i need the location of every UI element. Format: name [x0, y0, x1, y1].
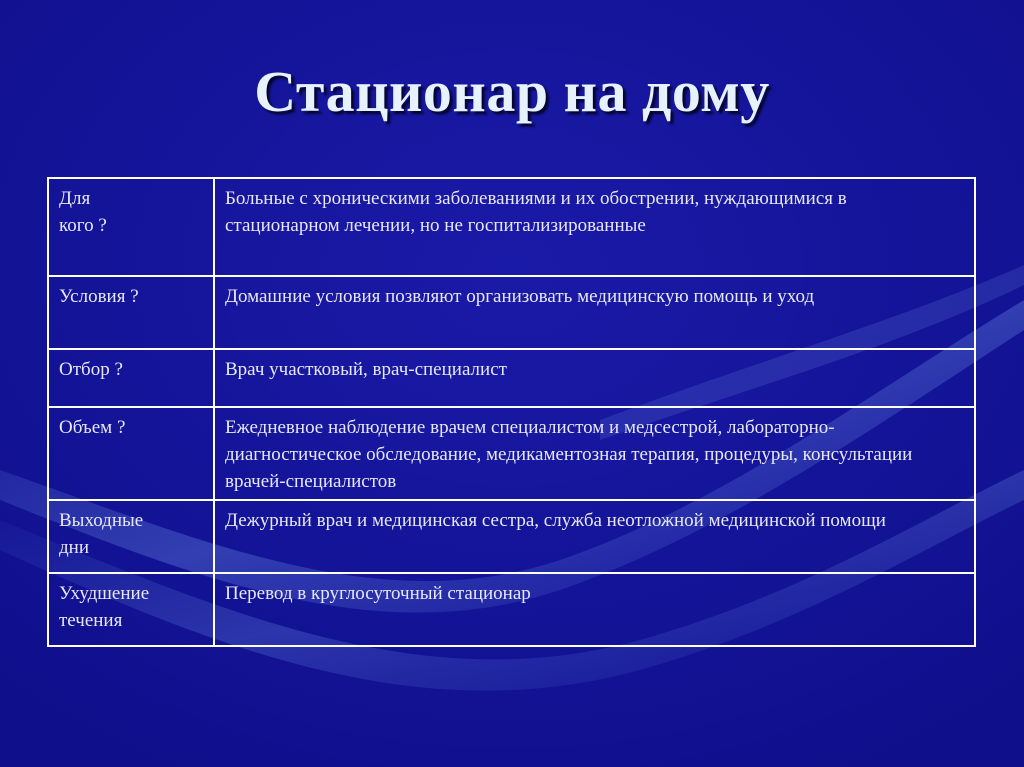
info-table: [47, 177, 976, 647]
row-value: Ежедневное наблюдение врачем специалистом и медсестрой, лабораторно-диагностическое обследование, медикаментозная терапия, процедуры, консультации врачей-специалистов: [214, 407, 975, 500]
row-label: Ухудшение течения: [48, 573, 214, 646]
table-row-selection: [48, 349, 975, 407]
table-row-scope: [48, 407, 975, 500]
row-label: Для кого ?: [48, 178, 214, 276]
table-row-conditions: [48, 276, 975, 349]
row-value: Домашние условия позвляют организовать медицинскую помощь и уход: [214, 276, 975, 349]
slide-title: Стационар на дому: [254, 59, 770, 124]
row-label: Отбор ?: [48, 349, 214, 407]
table-row-for-whom: [48, 178, 975, 276]
row-value: Перевод в круглосуточный стационар: [214, 573, 975, 646]
row-value: Больные с хроническими заболеваниями и их обострении, нуждающимися в стационарном лечении, но не госпитализированные: [214, 178, 975, 276]
row-label: Объем ?: [48, 407, 214, 500]
table-row-deterioration: [48, 573, 975, 646]
row-label: Условия ?: [48, 276, 214, 349]
table-row-weekends: [48, 500, 975, 573]
row-value: Врач участковый, врач-специалист: [214, 349, 975, 407]
row-value: Дежурный врач и медицинская сестра, служба неотложной медицинской помощи: [214, 500, 975, 573]
row-label: Выходные дни: [48, 500, 214, 573]
